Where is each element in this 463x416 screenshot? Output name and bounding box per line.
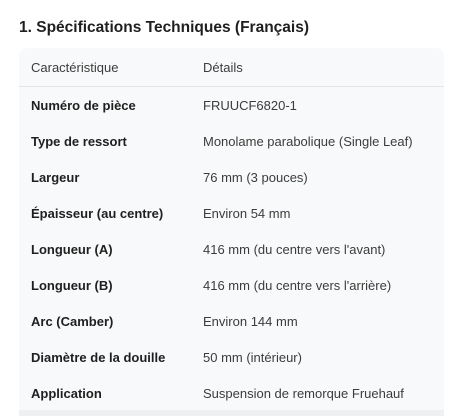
- table-row: [19, 375, 444, 411]
- specifications-table-container: [19, 48, 444, 416]
- table-row: [19, 231, 444, 267]
- row-label: Application: [31, 385, 102, 401]
- row-value: 416 mm (du centre vers l'avant): [203, 241, 386, 257]
- row-label: Type de ressort: [31, 133, 127, 149]
- column-header-characteristic: Caractéristique: [19, 48, 191, 87]
- row-label: Longueur (B): [31, 277, 113, 293]
- row-value: 76 mm (3 pouces): [203, 169, 308, 185]
- row-label: Numéro de pièce: [31, 97, 136, 113]
- row-label: Largeur: [31, 169, 80, 185]
- table-row: [19, 195, 444, 231]
- table-row: [19, 303, 444, 339]
- table-row: [19, 267, 444, 303]
- row-value: Environ 144 mm: [203, 313, 298, 329]
- row-label: Diamètre de la douille: [31, 349, 166, 365]
- table-row: [19, 123, 444, 159]
- table-row: [19, 159, 444, 195]
- row-label: Arc (Camber): [31, 313, 114, 329]
- row-value: FRUUCF6820-1: [203, 97, 297, 113]
- row-label: Épaisseur (au centre): [31, 205, 164, 221]
- section-title: 1. Spécifications Techniques (Français): [19, 19, 309, 36]
- row-value: 50 mm (intérieur): [203, 349, 302, 365]
- row-value: Environ 54 mm: [203, 205, 291, 221]
- row-label: Longueur (A): [31, 241, 113, 257]
- row-value: Suspension de remorque Fruehauf: [203, 385, 404, 401]
- table-row: [19, 87, 444, 124]
- table-header-row: [19, 48, 444, 87]
- table-scroll-edge: [19, 410, 444, 416]
- column-header-details: Détails: [191, 48, 444, 87]
- specifications-table: [19, 48, 444, 411]
- row-value: Monolame parabolique (Single Leaf): [203, 133, 413, 149]
- table-row: [19, 339, 444, 375]
- row-value: 416 mm (du centre vers l'arrière): [203, 277, 392, 293]
